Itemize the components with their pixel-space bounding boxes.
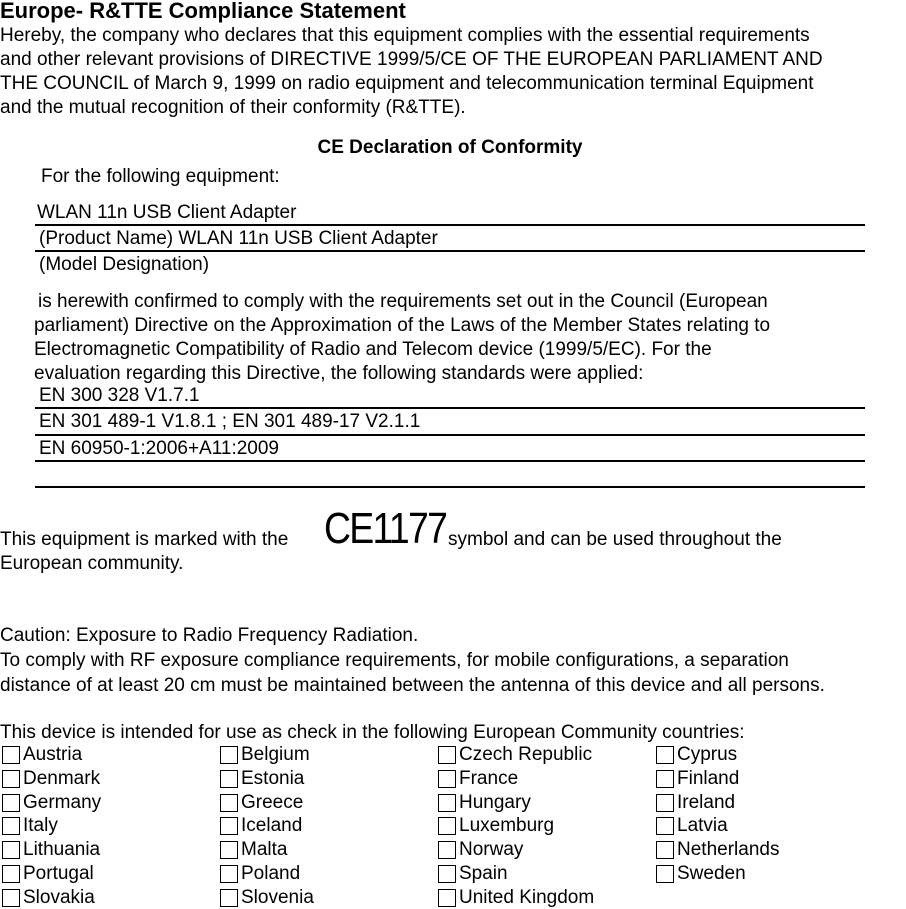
country-checkbox-ireland[interactable]	[656, 792, 735, 814]
intro-line-1: Hereby, the company who declares that this equipment complies with the essential requirements	[0, 25, 810, 46]
country-checkbox-poland[interactable]	[220, 863, 300, 885]
divider	[35, 407, 865, 409]
ce-mark-logo	[324, 504, 468, 553]
country-label: Ireland	[677, 792, 736, 813]
standard-item: EN 301 489-1 V1.8.1 ; EN 301 489-17 V2.1.1	[39, 411, 421, 432]
country-label: Finland	[677, 768, 740, 789]
checkbox-box[interactable]	[2, 841, 20, 859]
country-checkbox-united-kingdom[interactable]	[438, 887, 594, 909]
checkbox-box[interactable]	[220, 770, 238, 788]
standard-item: EN 300 328 V1.7.1	[39, 385, 200, 406]
product-name-label: (Product Name) WLAN 11n USB Client Adapter	[39, 228, 438, 249]
country-label: Greece	[241, 792, 304, 813]
country-label: Hungary	[459, 792, 531, 813]
checkbox-box[interactable]	[656, 841, 674, 859]
divider	[35, 460, 865, 462]
intro-line-2: and other relevant provisions of DIRECTIVE 1999/5/CE OF THE EUROPEAN PARLIAMENT AND	[0, 49, 823, 70]
declaration-title: CE Declaration of Conformity	[317, 137, 583, 158]
checkbox-box[interactable]	[2, 865, 20, 883]
country-checkbox-latvia[interactable]	[656, 815, 728, 837]
country-checkbox-italy[interactable]	[2, 815, 58, 837]
standard-item: EN 60950-1:2006+A11:2009	[39, 438, 279, 459]
model-designation-label: (Model Designation)	[39, 254, 210, 275]
country-checkbox-slovakia[interactable]	[2, 887, 95, 909]
marking-text-before: This equipment is marked with the	[0, 529, 289, 550]
intro-line-3: THE COUNCIL of March 9, 1999 on radio equipment and telecommunication terminal Equipment	[0, 73, 814, 94]
country-checkbox-austria[interactable]	[2, 744, 82, 766]
checkbox-box[interactable]	[438, 865, 456, 883]
country-checkbox-luxemburg[interactable]	[438, 815, 554, 837]
country-label: Estonia	[241, 768, 305, 789]
checkbox-box[interactable]	[656, 817, 674, 835]
country-checkbox-iceland[interactable]	[220, 815, 302, 837]
confirm-line-4: evaluation regarding this Directive, the following standards were applied:	[34, 363, 644, 384]
country-label: Luxemburg	[459, 815, 555, 836]
country-checkbox-lithuania[interactable]	[2, 839, 100, 861]
country-checkbox-finland[interactable]	[656, 768, 739, 790]
checkbox-box[interactable]	[438, 746, 456, 764]
country-checkbox-malta[interactable]	[220, 839, 287, 861]
confirm-line-1: is herewith confirmed to comply with the requirements set out in the Council (European	[38, 291, 768, 312]
marking-text-after: symbol and can be used throughout the	[448, 529, 782, 550]
country-label: France	[459, 768, 519, 789]
country-checkbox-slovenia[interactable]	[220, 887, 314, 909]
country-label: Austria	[23, 744, 83, 765]
marking-text-line2: European community.	[0, 553, 184, 574]
checkbox-box[interactable]	[220, 817, 238, 835]
country-label: Slovakia	[23, 887, 95, 908]
checkbox-box[interactable]	[656, 746, 674, 764]
country-checkbox-cyprus[interactable]	[656, 744, 737, 766]
checkbox-box[interactable]	[438, 794, 456, 812]
divider	[35, 486, 865, 488]
checkbox-box[interactable]	[656, 865, 674, 883]
ce-mark-text: CE1177	[324, 504, 447, 553]
country-label: United Kingdom	[459, 887, 595, 908]
checkbox-box[interactable]	[2, 817, 20, 835]
checkbox-box[interactable]	[220, 865, 238, 883]
for-equipment-label: For the following equipment:	[41, 166, 280, 187]
divider	[35, 224, 865, 226]
country-checkbox-portugal[interactable]	[2, 863, 94, 885]
checkbox-box[interactable]	[656, 770, 674, 788]
country-label: Iceland	[241, 815, 303, 836]
checkbox-box[interactable]	[2, 794, 20, 812]
checkbox-box[interactable]	[2, 889, 20, 907]
checkbox-box[interactable]	[438, 889, 456, 907]
country-label: Italy	[23, 815, 58, 836]
divider	[35, 250, 865, 252]
country-label: Portugal	[23, 863, 94, 884]
country-label: Latvia	[677, 815, 728, 836]
country-checkbox-greece[interactable]	[220, 792, 303, 814]
confirm-line-2: parliament) Directive on the Approximation of the Laws of the Member States relating to	[34, 315, 771, 336]
caution-line-1: To comply with RF exposure compliance requirements, for mobile configurations, a separation	[0, 650, 789, 671]
country-checkbox-estonia[interactable]	[220, 768, 304, 790]
country-label: Norway	[459, 839, 524, 860]
country-checkbox-france[interactable]	[438, 768, 518, 790]
confirm-line-3: Electromagnetic Compatibility of Radio and Telecom device (1999/5/EC). For the	[34, 339, 712, 360]
country-label: Lithuania	[23, 839, 101, 860]
document-title: Europe- R&TTE Compliance Statement	[0, 0, 406, 23]
caution-title: Caution: Exposure to Radio Frequency Radiation.	[0, 625, 419, 646]
caution-line-2: distance of at least 20 cm must be maintained between the antenna of this device and all persons.	[0, 675, 825, 696]
checkbox-box[interactable]	[220, 889, 238, 907]
checkbox-box[interactable]	[220, 841, 238, 859]
country-label: Denmark	[23, 768, 101, 789]
checkbox-box[interactable]	[656, 794, 674, 812]
country-checkbox-netherlands[interactable]	[656, 839, 779, 861]
countries-intro: This device is intended for use as check in the following European Community countries:	[0, 722, 745, 743]
country-label: Cyprus	[677, 744, 738, 765]
intro-line-4: and the mutual recognition of their conformity (R&TTE).	[0, 97, 466, 118]
country-checkbox-denmark[interactable]	[2, 768, 100, 790]
country-label: Poland	[241, 863, 301, 884]
country-checkbox-germany[interactable]	[2, 792, 101, 814]
country-checkbox-czech-republic[interactable]	[438, 744, 592, 766]
checkbox-box[interactable]	[2, 770, 20, 788]
country-checkbox-belgium[interactable]	[220, 744, 310, 766]
country-checkbox-norway[interactable]	[438, 839, 523, 861]
checkbox-box[interactable]	[2, 746, 20, 764]
product-name-value: WLAN 11n USB Client Adapter	[37, 202, 297, 223]
country-checkbox-spain[interactable]	[438, 863, 508, 885]
country-label: Czech Republic	[459, 744, 593, 765]
country-checkbox-hungary[interactable]	[438, 792, 531, 814]
country-label: Slovenia	[241, 887, 314, 908]
checkbox-box[interactable]	[220, 794, 238, 812]
country-label: Spain	[459, 863, 508, 884]
divider	[35, 434, 865, 436]
country-checkbox-sweden[interactable]	[656, 863, 746, 885]
country-label: Malta	[241, 839, 288, 860]
checkbox-box[interactable]	[220, 746, 238, 764]
country-label: Belgium	[241, 744, 310, 765]
country-label: Netherlands	[677, 839, 780, 860]
checkbox-box[interactable]	[438, 770, 456, 788]
checkbox-box[interactable]	[438, 817, 456, 835]
country-label: Germany	[23, 792, 102, 813]
checkbox-box[interactable]	[438, 841, 456, 859]
country-label: Sweden	[677, 863, 746, 884]
